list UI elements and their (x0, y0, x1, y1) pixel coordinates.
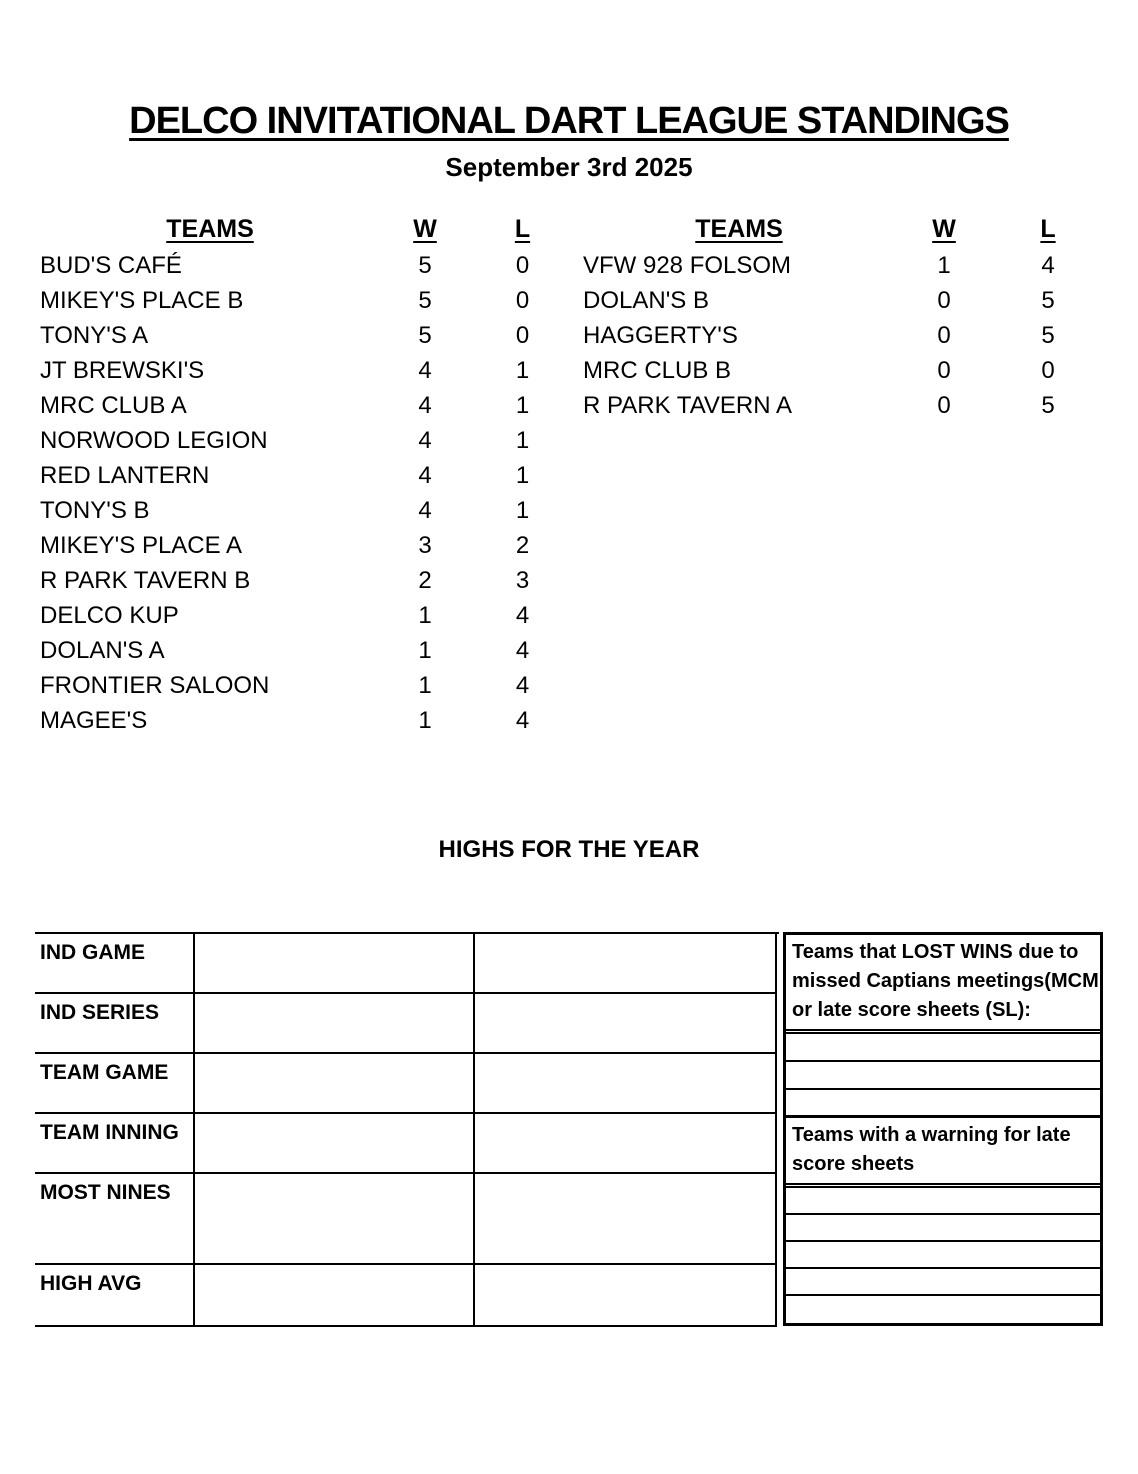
team-wins: 4 (418, 462, 432, 489)
warning-empty-row (786, 1242, 1100, 1269)
team-row (40, 528, 575, 563)
highs-value-cell (195, 1054, 475, 1114)
team-name: FRONTIER SALOON (40, 672, 270, 699)
team-row (583, 248, 1103, 283)
team-wins: 4 (418, 392, 432, 419)
team-row (40, 458, 575, 493)
team-wins: 0 (937, 287, 951, 314)
team-name: DOLAN'S A (40, 637, 165, 664)
highs-value-cell (195, 1174, 475, 1265)
team-row (40, 563, 575, 598)
team-wins: 4 (418, 357, 432, 384)
highs-extra-cell (475, 1174, 777, 1265)
standings-header-row (40, 212, 575, 248)
standings-table-left (40, 212, 575, 738)
team-name: HAGGERTY'S (583, 322, 738, 349)
report-date: September 3rd 2025 (445, 152, 693, 182)
warning-empty-row (786, 1215, 1100, 1242)
team-losses: 1 (515, 392, 530, 419)
team-row (40, 353, 575, 388)
lost-wins-empty-row (786, 1090, 1100, 1118)
warning-box (783, 1115, 1103, 1326)
team-row (40, 633, 575, 668)
team-name: MAGEE'S (40, 707, 148, 734)
team-name: DELCO KUP (40, 602, 179, 629)
team-row (583, 388, 1103, 423)
highs-category-label: MOST NINES (35, 1174, 195, 1265)
team-name: MRC CLUB A (40, 392, 187, 419)
team-name: MRC CLUB B (583, 357, 732, 384)
highs-value-cell (195, 994, 475, 1054)
team-row (583, 318, 1103, 353)
team-name: JT BREWSKI'S (40, 357, 205, 384)
team-row (583, 353, 1103, 388)
highs-heading: HIGHS FOR THE YEAR (438, 836, 700, 863)
highs-rows (35, 934, 779, 1327)
lost-wins-rows (786, 1034, 1100, 1118)
team-losses: 0 (515, 322, 530, 349)
team-wins: 5 (418, 252, 432, 279)
team-wins: 4 (418, 427, 432, 454)
team-row (40, 598, 575, 633)
team-name: BUD'S CAFÉ (40, 252, 182, 279)
team-wins: 1 (418, 707, 432, 734)
highs-value-cell (195, 934, 475, 994)
team-name: RED LANTERN (40, 462, 210, 489)
team-losses: 1 (515, 427, 530, 454)
team-losses: 4 (1041, 252, 1055, 279)
team-wins: 0 (937, 392, 951, 419)
highs-row (35, 1114, 779, 1174)
lost-wins-empty-row (786, 1034, 1100, 1062)
team-name: NORWOOD LEGION (40, 427, 268, 454)
highs-extra-cell (475, 1265, 777, 1327)
team-name: MIKEY'S PLACE B (40, 287, 244, 314)
team-row (40, 493, 575, 528)
team-wins: 1 (418, 602, 432, 629)
lost-wins-title-line: or late score sheets (SL): (792, 999, 1031, 1021)
highs-table (35, 932, 779, 1327)
lost-wins-box-title (786, 935, 1100, 1034)
team-losses: 4 (515, 672, 530, 699)
standings-table-right (583, 212, 1103, 423)
team-losses: 2 (515, 532, 530, 559)
wins-column-header: W (932, 215, 956, 243)
team-losses: 4 (515, 637, 530, 664)
team-name: TONY'S A (40, 322, 149, 349)
highs-extra-cell (475, 934, 777, 994)
team-wins: 1 (418, 637, 432, 664)
wins-column-header: W (413, 215, 437, 243)
team-losses: 5 (1041, 287, 1055, 314)
highs-category-label: IND GAME (35, 934, 195, 994)
team-name: R PARK TAVERN B (40, 567, 251, 594)
team-losses: 4 (515, 707, 530, 734)
team-name: MIKEY'S PLACE A (40, 532, 242, 559)
teams-column-header: TEAMS (695, 215, 783, 243)
team-losses: 5 (1041, 392, 1055, 419)
team-wins: 5 (418, 322, 432, 349)
lost-wins-box (783, 932, 1103, 1121)
team-row (40, 703, 575, 738)
team-losses: 3 (515, 567, 530, 594)
highs-category-label: TEAM GAME (35, 1054, 195, 1114)
warning-empty-row (786, 1296, 1100, 1323)
standings-rows-left (40, 248, 575, 738)
team-name: DOLAN'S B (583, 287, 709, 314)
team-row (40, 248, 575, 283)
team-wins: 2 (418, 567, 432, 594)
highs-category-label: IND SERIES (35, 994, 195, 1054)
team-name: VFW 928 FOLSOM (583, 252, 792, 279)
standings-header-row (583, 212, 1103, 248)
team-losses: 1 (515, 462, 530, 489)
losses-column-header: L (1040, 215, 1056, 243)
standings-rows-right (583, 248, 1103, 423)
team-wins: 1 (937, 252, 951, 279)
team-losses: 5 (1041, 322, 1055, 349)
warning-box-title (786, 1118, 1100, 1188)
team-wins: 3 (418, 532, 432, 559)
teams-column-header: TEAMS (166, 215, 254, 243)
highs-extra-cell (475, 994, 777, 1054)
team-row (40, 423, 575, 458)
team-row (40, 668, 575, 703)
team-wins: 1 (418, 672, 432, 699)
warning-title-line: score sheets (792, 1153, 915, 1175)
lost-wins-title-line: missed Captians meetings(MCM (792, 970, 1099, 992)
team-wins: 4 (418, 497, 432, 524)
highs-row (35, 1265, 779, 1327)
highs-category-label: TEAM INNING (35, 1114, 195, 1174)
highs-row (35, 1174, 779, 1265)
team-name: R PARK TAVERN A (583, 392, 792, 419)
team-row (40, 388, 575, 423)
team-losses: 1 (515, 357, 530, 384)
highs-extra-cell (475, 1054, 777, 1114)
team-wins: 5 (418, 287, 432, 314)
team-row (40, 318, 575, 353)
team-row (583, 283, 1103, 318)
team-losses: 0 (515, 287, 530, 314)
highs-row (35, 934, 779, 994)
team-wins: 0 (937, 357, 951, 384)
warning-empty-row (786, 1188, 1100, 1215)
warning-rows (786, 1188, 1100, 1323)
page-title: DELCO INVITATIONAL DART LEAGUE STANDINGS (129, 100, 1009, 142)
warning-title-line: Teams with a warning for late (792, 1124, 1071, 1146)
warning-empty-row (786, 1269, 1100, 1296)
team-losses: 0 (515, 252, 530, 279)
team-losses: 1 (515, 497, 530, 524)
highs-extra-cell (475, 1114, 777, 1174)
highs-value-cell (195, 1114, 475, 1174)
team-wins: 0 (937, 322, 951, 349)
team-losses: 4 (515, 602, 530, 629)
highs-row (35, 1054, 779, 1114)
team-losses: 0 (1041, 357, 1055, 384)
team-row (40, 283, 575, 318)
highs-row (35, 994, 779, 1054)
lost-wins-title-line: Teams that LOST WINS due to (792, 941, 1079, 963)
highs-category-label: HIGH AVG (35, 1265, 195, 1327)
team-name: TONY'S B (40, 497, 150, 524)
highs-value-cell (195, 1265, 475, 1327)
losses-column-header: L (514, 215, 531, 243)
lost-wins-empty-row (786, 1062, 1100, 1090)
